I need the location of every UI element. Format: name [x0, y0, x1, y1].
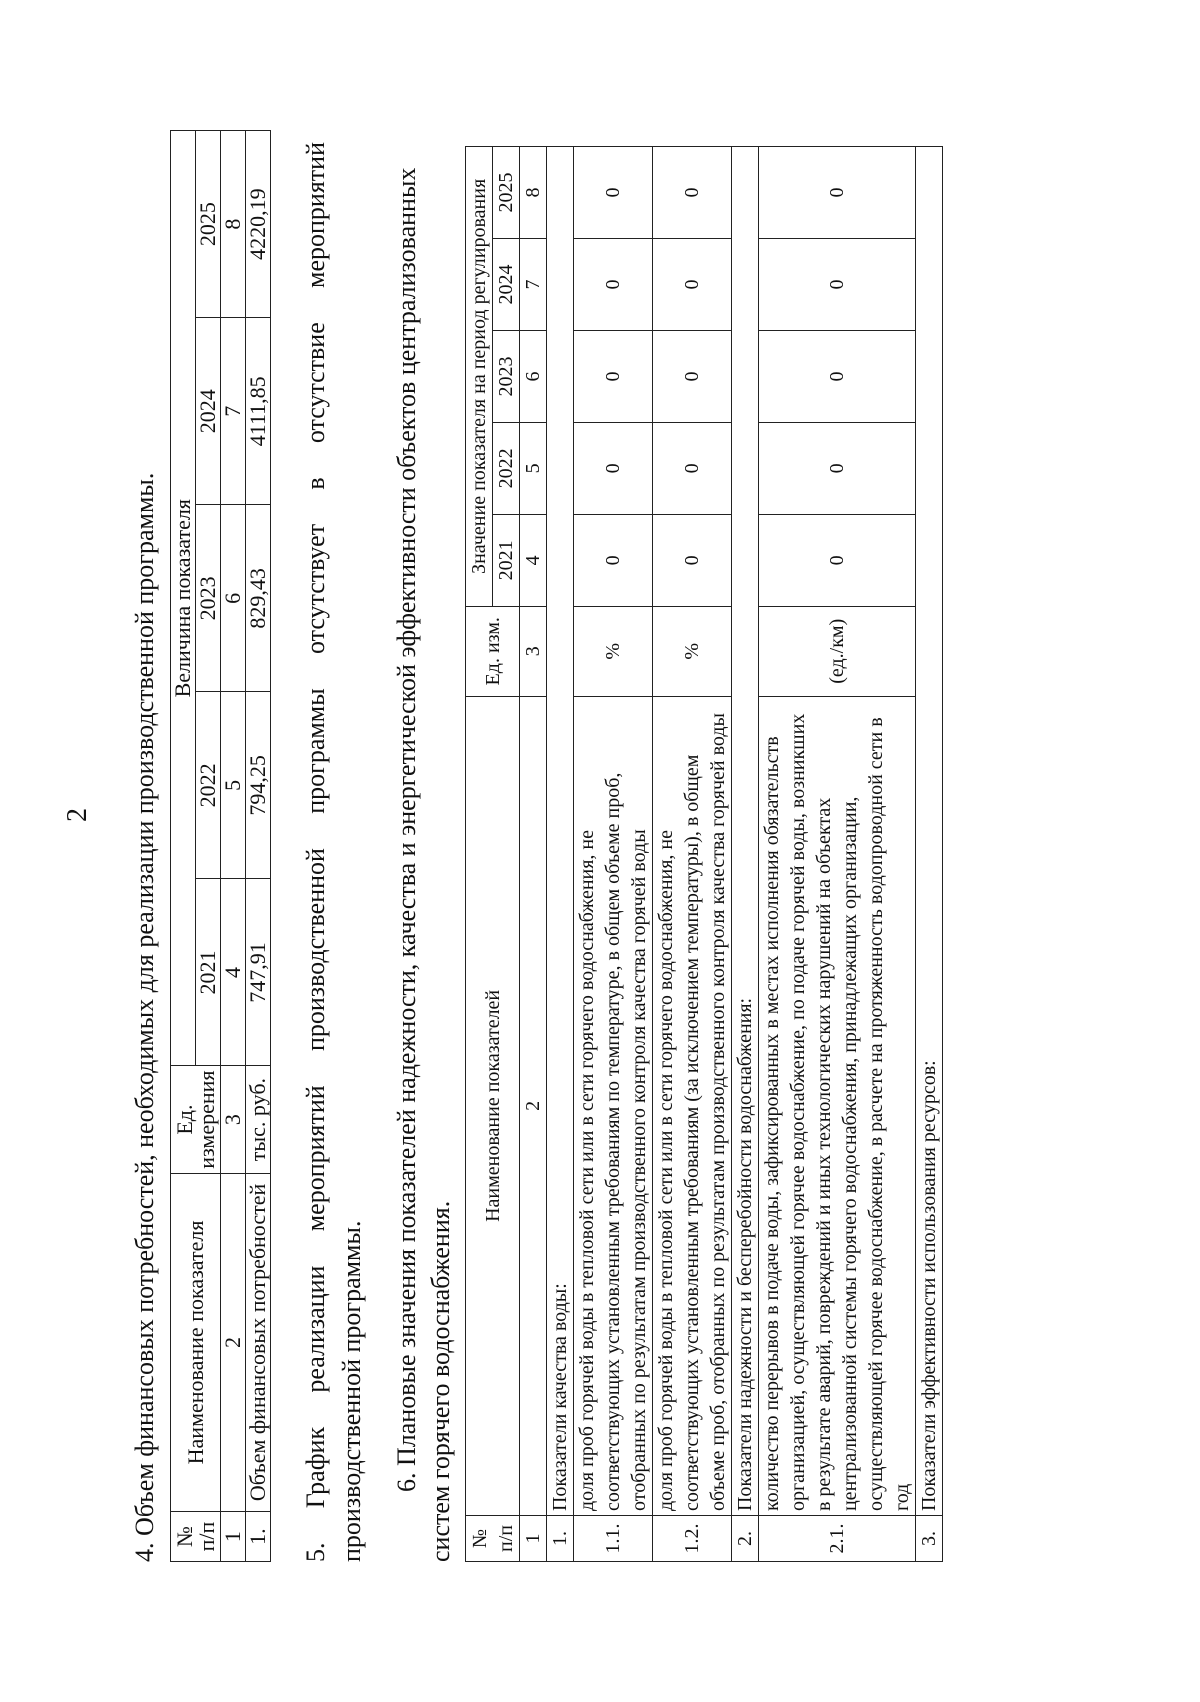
index-cell: 1	[221, 1512, 246, 1562]
row-value: 4220,19	[246, 131, 271, 318]
group-label: Показатели надежности и бесперебойности водоснабжения:	[732, 147, 759, 1516]
group-num: 3.	[916, 1516, 943, 1562]
row-unit: (ед./км)	[759, 606, 916, 696]
col-header-year: 2025	[196, 131, 221, 318]
row-value: 0	[653, 330, 732, 422]
row-value: 0	[759, 330, 916, 422]
col-header-year: 2022	[493, 422, 520, 514]
index-cell: 6	[520, 330, 547, 422]
index-cell: 2	[221, 1173, 246, 1511]
row-num: 1.1.	[574, 1516, 653, 1562]
section6-line2: систем горячего водоснабжения.	[426, 1200, 455, 1562]
row-value: 0	[574, 147, 653, 239]
row-value: 0	[653, 422, 732, 514]
col-header-year: 2022	[196, 692, 221, 879]
group-row	[916, 147, 943, 1562]
col-header-year: 2021	[493, 514, 520, 606]
indicators-table	[465, 146, 943, 1562]
row-value: 0	[759, 147, 916, 239]
group-label: Показатели эффективности использования ресурсов:	[916, 147, 943, 1516]
row-value: 829,43	[246, 505, 271, 692]
index-cell: 4	[221, 879, 246, 1066]
col-header-year: 2021	[196, 879, 221, 1066]
index-cell: 8	[520, 147, 547, 239]
row-name: доля проб горячей воды в тепловой сети или в сети горячего водоснабжения, не соответствующих установленным требованиям (за исключением температуры), в общем объеме проб, отобранных по результатам производственного контроля качества горячей воды	[653, 696, 732, 1515]
group-num: 2.	[732, 1516, 759, 1562]
row-value: 747,91	[246, 879, 271, 1066]
row-value: 0	[653, 514, 732, 606]
section6-line1: 6. Плановые значения показателей надежности, качества и энергетической эффективности объектов централизованных	[392, 167, 421, 1492]
col-header-value-group: Значение показателя на период регулирования	[466, 147, 493, 607]
index-cell: 2	[520, 696, 547, 1515]
row-num: 2.1.	[759, 1516, 916, 1562]
index-cell: 5	[520, 422, 547, 514]
row-name: доля проб горячей воды в тепловой сети или в сети горячего водоснабжения, не соответствующих установленным требованиям по температуре, в общем объеме проб, отобранных по результатам производственного контроля качества горячей воды	[574, 696, 653, 1515]
col-header-year: 2023	[196, 505, 221, 692]
col-header-year: 2024	[493, 239, 520, 331]
row-name: количество перерывов в подаче воды, зафиксированных в местах исполнения обязательств организацией, осуществляющей горячее водоснабжение, по подаче горячей воды, возникших в результате аварий, повреждений и иных технологических нарушений на объектах централизованной системы горячего водоснабжения, принадлежащих организации, осуществляющей горячее водоснабжение, в расчете на протяженность водопроводной сети в год	[759, 696, 916, 1515]
row-value: 794,25	[246, 692, 271, 879]
page-number: 2	[62, 808, 93, 822]
row-value: 0	[759, 514, 916, 606]
group-num: 1.	[547, 1516, 574, 1562]
index-cell: 7	[221, 318, 246, 505]
row-value: 0	[759, 239, 916, 331]
table-row	[246, 131, 271, 1562]
row-unit: %	[574, 606, 653, 696]
col-header-unit: Ед. изм.	[466, 606, 520, 696]
col-header-name: Наименование показателя	[171, 1173, 221, 1511]
row-unit: %	[653, 606, 732, 696]
row-value: 0	[574, 330, 653, 422]
table-header-row	[466, 147, 493, 1562]
section5-line2: производственной программы.	[337, 1220, 366, 1562]
row-value: 0	[574, 239, 653, 331]
index-cell: 4	[520, 514, 547, 606]
row-unit: тыс. руб.	[246, 1066, 271, 1173]
index-cell: 1	[520, 1516, 547, 1562]
row-value: 0	[574, 514, 653, 606]
group-label: Показатели качества воды:	[547, 147, 574, 1516]
index-cell: 8	[221, 131, 246, 318]
col-header-year: 2025	[493, 147, 520, 239]
col-header-year: 2023	[493, 330, 520, 422]
financial-needs-table	[170, 130, 271, 1562]
index-cell: 3	[520, 606, 547, 696]
col-header-unit: Ед. измерения	[171, 1066, 221, 1173]
table-row	[574, 147, 653, 1562]
index-cell: 5	[221, 692, 246, 879]
group-row	[732, 147, 759, 1562]
col-header-year: 2024	[196, 318, 221, 505]
row-value: 0	[653, 147, 732, 239]
section4-title: 4. Объем финансовых потребностей, необходимых для реализации производственной программы.	[130, 472, 159, 1562]
col-header-num: № п/п	[466, 1516, 520, 1562]
row-num: 1.	[246, 1512, 271, 1562]
col-header-num: № п/п	[171, 1512, 221, 1562]
row-value: 0	[759, 422, 916, 514]
row-value: 4111,85	[246, 318, 271, 505]
index-cell: 6	[221, 505, 246, 692]
row-name: Объем финансовых потребностей	[246, 1173, 271, 1511]
group-row	[547, 147, 574, 1562]
table-index-row	[221, 131, 246, 1562]
table-row	[653, 147, 732, 1562]
section5-line1: 5. График реализации мероприятий производственной программы отсутствует в отсутствие мероприятий	[301, 142, 330, 1562]
row-value: 0	[574, 422, 653, 514]
row-value: 0	[653, 239, 732, 331]
col-header-value-group: Величина показателя	[171, 131, 196, 1066]
index-cell: 7	[520, 239, 547, 331]
index-cell: 3	[221, 1066, 246, 1173]
col-header-name: Наименование показателей	[466, 696, 520, 1515]
row-num: 1.2.	[653, 1516, 732, 1562]
table-row	[759, 147, 916, 1562]
table-header-row	[171, 131, 196, 1562]
table-index-row	[520, 147, 547, 1562]
